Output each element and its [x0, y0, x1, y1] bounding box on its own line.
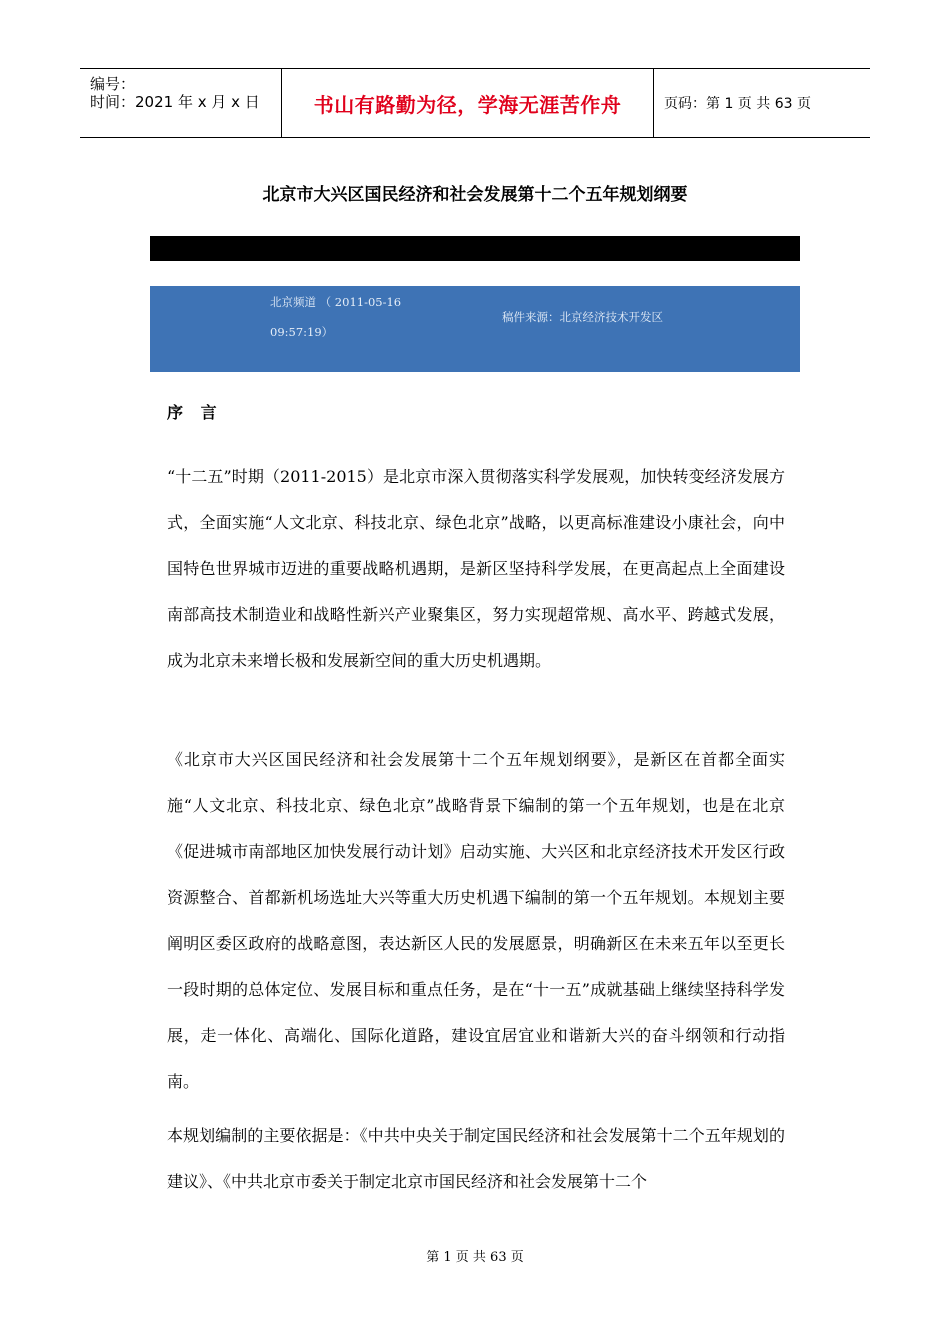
- document-date-label: 时间：2021 年 x 月 x 日: [90, 93, 260, 111]
- header-motto-cell: [281, 69, 654, 137]
- section-heading: 序 言: [167, 403, 223, 422]
- article-origin: 稿件来源：北京经济技术开发区: [502, 310, 663, 324]
- page-footer: 第 1 页 共 63 页: [426, 1250, 524, 1265]
- header-meta-cell: [80, 69, 281, 137]
- article-source-line2: 09:57:19）: [270, 325, 334, 339]
- article-info-box: [150, 286, 800, 372]
- body-paragraph-2: 《北京市大兴区国民经济和社会发展第十二个五年规划纲要》，是新区在首都全面实施“人文北京、科技北京、绿色北京”战略背景下编制的第一个五年规划，也是在北京《促进城市南部地区加快发展行动计划》启动实施、大兴区和北京经济技术开发区行政资源整合、首都新机场选址大兴等重大历史机遇下编制的第一个五年规划。本规划主要阐明区委区政府的战略意图，表达新区人民的发展愿景，明确新区在未来五年以至更长一段时期的总体定位、发展目标和重点任务，是在“十一五”成就基础上继续坚持科学发展，走一体化、高端化、国际化道路，建设宜居宜业和谐新大兴的奋斗纲领和行动指南。: [167, 750, 785, 1091]
- document-title: 北京市大兴区国民经济和社会发展第十二个五年规划纲要: [262, 185, 688, 205]
- body-paragraph-3: 本规划编制的主要依据是：《中共中央关于制定国民经济和社会发展第十二个五年规划的建议》、《中共北京市委关于制定北京市国民经济和社会发展第十二个: [167, 1126, 785, 1191]
- header-page-cell: [654, 69, 870, 137]
- document-number-label: 编号：: [90, 75, 136, 93]
- header-page-code: 页码：第 1 页 共 63 页: [664, 96, 811, 112]
- title-divider-bar: [150, 236, 800, 261]
- article-source-line1: 北京频道 （ 2011-05-16: [270, 295, 402, 309]
- header-motto: 书山有路勤为径，学海无涯苦作舟: [313, 92, 622, 117]
- body-paragraph-1: “十二五”时期（2011-2015）是北京市深入贯彻落实科学发展观，加快转变经济发展方式，全面实施“人文北京、科技北京、绿色北京”战略，以更高标准建设小康社会，向中国特色世界城市迈进的重要战略机遇期，是新区坚持科学发展，在更高起点上全面建设南部高技术制造业和战略性新兴产业聚集区，努力实现超常规、高水平、跨越式发展，成为北京未来增长极和发展新空间的重大历史机遇期。: [167, 467, 785, 670]
- document-header: [80, 68, 870, 138]
